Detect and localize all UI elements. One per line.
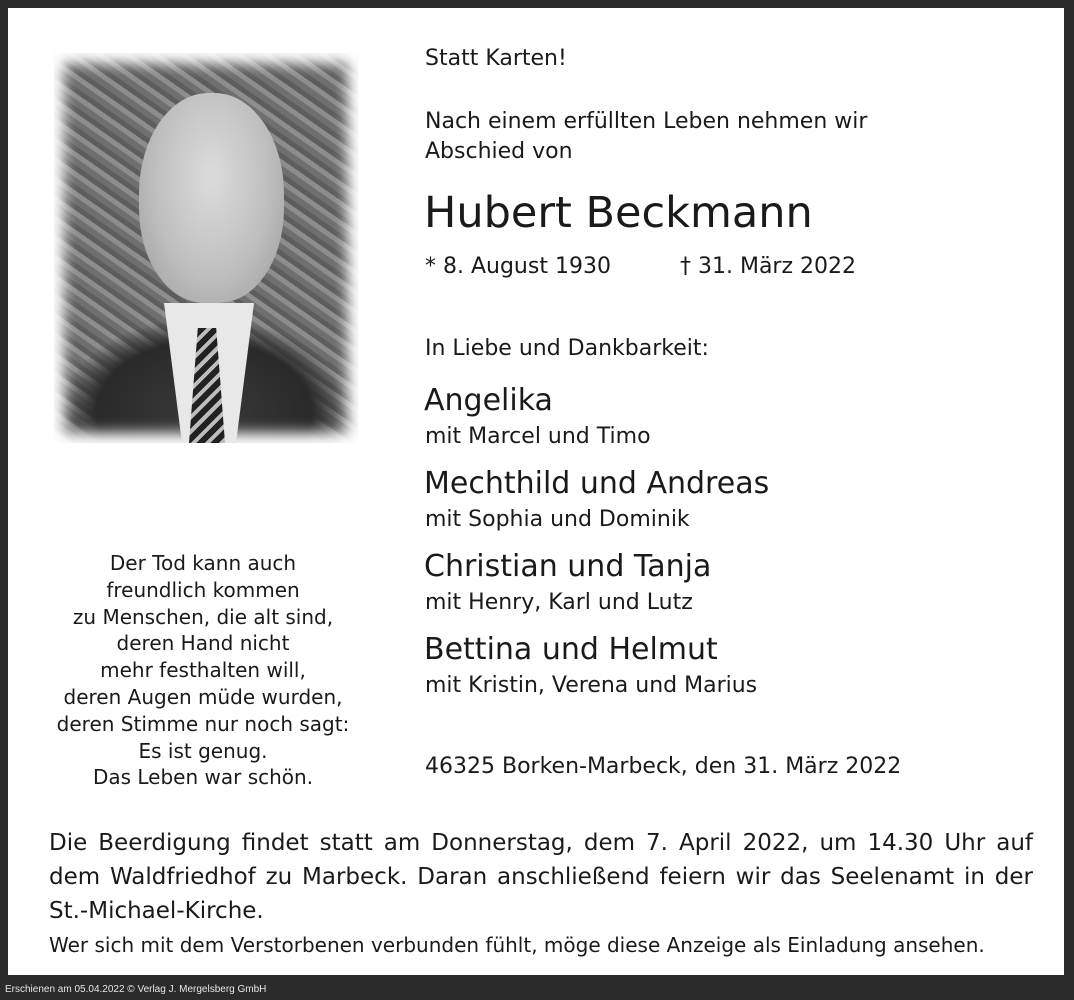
poem-line: mehr festhalten will, [100, 658, 306, 683]
publication-footer: Erschienen am 05.04.2022 © Verlag J. Mergelsberg GmbH [5, 984, 267, 995]
poem [38, 550, 368, 791]
family-sub: mit Marcel und Timo [425, 424, 651, 449]
family-sub: mit Henry, Karl und Lutz [425, 590, 693, 615]
portrait-photo [54, 53, 358, 443]
family-name: Bettina und Helmut [424, 632, 718, 667]
thanks-text: In Liebe und Dankbarkeit: [425, 336, 709, 361]
poem-line: Es ist genug. [138, 738, 268, 763]
family-sub: mit Kristin, Verena und Marius [425, 673, 758, 698]
intro-text: Statt Karten! [425, 46, 567, 71]
family-name: Angelika [424, 383, 553, 418]
lead-line-2: Abschied von [425, 139, 573, 164]
funeral-paragraph: Die Beerdigung findet statt am Donnerstag, dem 7. April 2022, um 14.30 Uhr auf dem Waldfriedhof zu Marbeck. Daran anschließend feiern wir das Seelenamt in der St.-Michael-Kirche. [49, 830, 1033, 924]
poem-line: deren Augen müde wurden, [63, 684, 343, 709]
poem-line: zu Menschen, die alt sind, [72, 604, 334, 629]
poem-line: deren Stimme nur noch sagt: [56, 711, 350, 736]
family-name: Christian und Tanja [424, 549, 712, 584]
family-sub: mit Sophia und Dominik [425, 507, 690, 532]
death-date: † 31. März 2022 [680, 254, 857, 279]
birth-date: * 8. August 1930 [425, 254, 611, 279]
poem-line: Das Leben war schön. [92, 765, 314, 790]
poem-line: Der Tod kann auch [109, 551, 297, 575]
poem-line: freundlich kommen [106, 577, 300, 602]
poem-line: deren Hand nicht [116, 631, 290, 656]
obituary-card [8, 8, 1064, 975]
invitation-text: Wer sich mit dem Verstorbenen verbunden fühlt, möge diese Anzeige als Einladung ansehen. [49, 933, 985, 957]
deceased-name: Hubert Beckmann [424, 188, 813, 238]
place-date: 46325 Borken-Marbeck, den 31. März 2022 [425, 754, 902, 779]
lead-line-1: Nach einem erfüllten Leben nehmen wir [425, 109, 868, 134]
portrait-face [139, 93, 284, 303]
family-name: Mechthild und Andreas [424, 466, 770, 501]
